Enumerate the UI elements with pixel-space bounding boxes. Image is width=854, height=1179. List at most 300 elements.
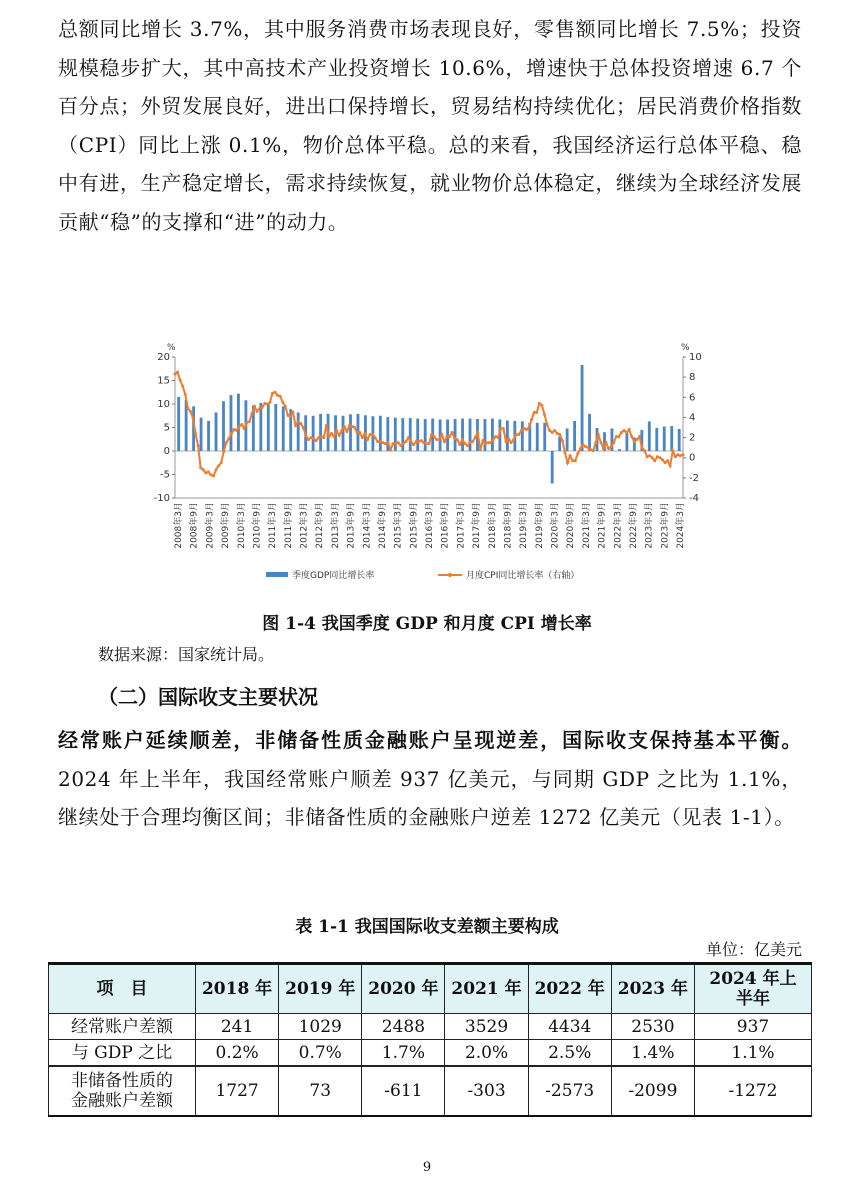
- gdp-bar: [409, 418, 412, 451]
- cpi-point: [499, 427, 502, 430]
- cpi-point: [335, 429, 338, 432]
- left-tick-label: -5: [160, 469, 170, 481]
- gdp-bar: [670, 426, 673, 451]
- gdp-bar: [274, 404, 277, 451]
- cpi-point: [220, 461, 223, 464]
- cpi-point: [640, 446, 643, 449]
- gdp-bar: [618, 449, 621, 451]
- cpi-point: [353, 426, 356, 429]
- cpi-point: [325, 424, 328, 427]
- cpi-point: [489, 441, 492, 444]
- gdp-bar: [312, 416, 315, 451]
- cpi-point: [217, 464, 220, 467]
- row-label: 非储备性质的金融账户差额: [49, 1066, 196, 1116]
- paragraph-2-text: 2024 年上半年，我国经常账户顺差 937 亿美元，与同期 GDP 之比为 1.1%，继续处于合理均衡区间；非储备性质的金融账户逆差 1272 亿美元（见表 1-1）。: [58, 766, 802, 829]
- cpi-point: [250, 412, 253, 415]
- legend-gdp-label: 季度GDP同比增长率: [292, 571, 375, 581]
- x-tick-label: 2024年3月: [676, 502, 686, 549]
- cpi-point: [425, 442, 428, 445]
- cpi-point: [435, 438, 438, 441]
- gdp-bar: [543, 423, 546, 451]
- table-cell: 937: [695, 1014, 812, 1040]
- cpi-point: [286, 414, 289, 417]
- cpi-point: [469, 441, 472, 444]
- gdp-bar: [207, 421, 210, 451]
- cpi-point: [402, 442, 405, 445]
- cpi-point: [648, 454, 651, 457]
- gdp-bar: [625, 433, 628, 451]
- gdp-bar: [588, 414, 591, 451]
- header-2022: 2022 年: [528, 964, 611, 1014]
- cpi-point: [433, 435, 436, 438]
- cpi-point: [474, 436, 477, 439]
- cpi-point: [299, 422, 302, 425]
- cpi-point: [358, 431, 361, 434]
- cpi-point: [243, 427, 246, 430]
- cpi-point: [476, 431, 479, 434]
- table-cell: 3529: [445, 1014, 528, 1040]
- cpi-point: [546, 423, 549, 426]
- cpi-point: [512, 438, 515, 441]
- table-cell: -303: [445, 1066, 528, 1116]
- gdp-bar: [484, 419, 487, 451]
- cpi-point: [430, 433, 433, 436]
- cpi-point: [612, 441, 615, 444]
- cpi-point: [322, 436, 325, 439]
- cpi-point: [484, 442, 487, 445]
- cpi-point: [528, 426, 531, 429]
- table-cell: 2488: [362, 1014, 445, 1040]
- gdp-bar: [648, 421, 651, 451]
- x-tick-label: 2011年9月: [283, 502, 294, 549]
- left-tick-label: 5: [163, 422, 170, 434]
- x-tick-label: 2023年9月: [660, 502, 671, 549]
- table-cell: 241: [196, 1014, 279, 1040]
- cpi-point: [643, 449, 646, 452]
- x-tick-label: 2014年9月: [377, 502, 388, 549]
- gdp-bar: [655, 428, 658, 451]
- cpi-point: [492, 438, 495, 441]
- gdp-bar: [282, 406, 285, 451]
- table-cell: 2.5%: [528, 1040, 611, 1067]
- cpi-point: [417, 440, 420, 443]
- cpi-point: [368, 433, 371, 436]
- cpi-point: [497, 436, 500, 439]
- cpi-point: [343, 425, 346, 428]
- cpi-point: [515, 433, 518, 436]
- cpi-point: [620, 431, 623, 434]
- gdp-bar: [237, 394, 240, 451]
- cpi-point: [422, 441, 425, 444]
- right-tick-label: 8: [689, 372, 696, 384]
- cpi-point: [571, 459, 574, 462]
- cpi-point: [628, 428, 631, 431]
- body-paragraph-1: 总额同比增长 3.7%，其中服务消费市场表现良好，零售额同比增长 7.5%；投资规模稳步扩大，其中高技术产业投资增长 10.6%，增速快于总体投资增速 6.7 个百分点；外贸发展良好，进出口保持增长，贸易结构持续优化；居民消费价格指数（CPI）同比上涨 0.1%，物价总体平稳。总的来看，我国经济运行总体平稳、稳中有进，生产稳定增长，需求持续恢复，就业物价总体稳定，继续为全球经济发展贡献“稳”的支撑和“进”的动力。: [58, 17, 802, 234]
- cpi-point: [330, 432, 333, 435]
- legend-cpi-marker: [448, 573, 452, 577]
- cpi-point: [438, 438, 441, 441]
- cpi-point: [235, 429, 238, 432]
- cpi-point: [189, 410, 192, 413]
- cpi-point: [415, 440, 418, 443]
- cpi-point: [661, 458, 664, 461]
- cpi-point: [340, 429, 343, 432]
- table-cell: -2099: [611, 1066, 694, 1116]
- cpi-point: [240, 423, 243, 426]
- cpi-point: [363, 432, 366, 435]
- cpi-point: [610, 445, 613, 448]
- cpi-point: [209, 473, 212, 476]
- cpi-point: [384, 442, 387, 445]
- gdp-bar: [230, 395, 233, 451]
- cpi-point: [371, 433, 374, 436]
- x-tick-label: 2017年3月: [456, 502, 467, 549]
- cpi-point: [338, 434, 341, 437]
- gdp-bar: [536, 423, 539, 451]
- cpi-point: [348, 424, 351, 427]
- x-tick-label: 2018年9月: [503, 502, 514, 549]
- cpi-point: [238, 425, 241, 428]
- table-cell: 2530: [611, 1014, 694, 1040]
- cpi-point: [274, 391, 277, 394]
- cpi-point: [297, 420, 300, 423]
- cpi-point: [440, 433, 443, 436]
- left-unit-label: %: [167, 343, 176, 353]
- x-tick-label: 2018年3月: [487, 502, 498, 549]
- cpi-point: [253, 405, 256, 408]
- cpi-point: [522, 427, 525, 430]
- cpi-point: [381, 441, 384, 444]
- table-row: [49, 1040, 812, 1067]
- gdp-bar: [521, 421, 524, 451]
- gdp-bar: [394, 418, 397, 451]
- x-tick-label: 2008年3月: [174, 502, 184, 549]
- x-tick-label: 2019年3月: [519, 502, 530, 549]
- cpi-point: [227, 437, 230, 440]
- cpi-point: [268, 401, 271, 404]
- cpi-point: [366, 438, 369, 441]
- cpi-point: [543, 413, 546, 416]
- table-cell: 1727: [196, 1066, 279, 1116]
- cpi-point: [510, 441, 513, 444]
- cpi-point: [540, 404, 543, 407]
- cpi-point: [602, 447, 605, 450]
- cpi-point: [622, 429, 625, 432]
- x-tick-label: 2023年3月: [644, 502, 655, 549]
- cpi-point: [181, 385, 184, 388]
- cpi-point: [671, 449, 674, 452]
- cpi-point: [309, 436, 312, 439]
- cpi-point: [617, 435, 620, 438]
- cpi-point: [443, 440, 446, 443]
- cpi-point: [507, 437, 510, 440]
- cpi-point: [207, 470, 210, 473]
- x-tick-label: 2008年9月: [189, 502, 200, 549]
- gdp-bar: [573, 421, 576, 451]
- cpi-point: [669, 464, 672, 467]
- cpi-point: [420, 439, 423, 442]
- left-tick-label: -10: [153, 493, 170, 504]
- cpi-point: [561, 439, 564, 442]
- table-unit: 单位：亿美元: [705, 940, 802, 959]
- table-cell: -1272: [695, 1066, 812, 1116]
- cpi-point: [394, 442, 397, 445]
- cpi-point: [538, 402, 541, 405]
- balance-of-payments-table: [48, 962, 812, 1117]
- header-2018: 2018 年: [196, 964, 279, 1014]
- table-cell: -611: [362, 1066, 445, 1116]
- cpi-point: [281, 401, 284, 404]
- cpi-point: [658, 456, 661, 459]
- table-cell: 0.2%: [196, 1040, 279, 1067]
- cpi-point: [666, 459, 669, 462]
- gdp-bar: [551, 451, 554, 483]
- cpi-point: [584, 445, 587, 448]
- table-cell: 4434: [528, 1014, 611, 1040]
- gdp-bar: [581, 365, 584, 451]
- header-2024h1: 2024 年上半年: [695, 964, 812, 1014]
- cpi-point: [682, 453, 685, 456]
- gdp-bar: [319, 414, 322, 451]
- cpi-point: [410, 440, 413, 443]
- cpi-line: [175, 372, 683, 476]
- cpi-point: [191, 416, 194, 419]
- section-heading: （二）国际收支主要状况: [98, 685, 318, 709]
- cpi-point: [463, 442, 466, 445]
- cpi-point: [233, 428, 236, 431]
- cpi-point: [179, 379, 182, 382]
- x-tick-label: 2012年3月: [299, 502, 310, 549]
- cpi-point: [566, 461, 569, 464]
- cpi-point: [317, 436, 320, 439]
- cpi-point: [625, 431, 628, 434]
- gdp-bar: [349, 414, 352, 451]
- cpi-point: [453, 437, 456, 440]
- cpi-point: [333, 435, 336, 438]
- cpi-point: [399, 444, 402, 447]
- cpi-point: [605, 441, 608, 444]
- x-tick-label: 2022年9月: [628, 502, 639, 549]
- x-tick-label: 2013年9月: [346, 502, 357, 549]
- table-cell: 1.1%: [695, 1040, 812, 1067]
- cpi-point: [176, 371, 179, 374]
- cpi-point: [412, 443, 415, 446]
- cpi-point: [633, 440, 636, 443]
- gdp-bar: [342, 416, 345, 451]
- x-tick-label: 2020年3月: [550, 502, 561, 549]
- table-cell: 1.7%: [362, 1040, 445, 1067]
- gdp-bar: [200, 418, 203, 451]
- cpi-point: [646, 455, 649, 458]
- table-cell: 2.0%: [445, 1040, 528, 1067]
- cpi-point: [461, 438, 464, 441]
- right-unit-label: %: [681, 343, 690, 353]
- table-title: 表 1-1 我国国际收支差额主要构成: [295, 917, 559, 937]
- left-tick-label: 20: [157, 352, 170, 363]
- cpi-point: [594, 441, 597, 444]
- x-tick-label: 2014年3月: [362, 502, 373, 549]
- cpi-point: [458, 443, 461, 446]
- cpi-point: [517, 433, 520, 436]
- cpi-point: [548, 429, 551, 432]
- cpi-point: [279, 395, 282, 398]
- cpi-point: [520, 429, 523, 432]
- table-header-row: [49, 964, 812, 1014]
- cpi-point: [199, 466, 202, 469]
- x-tick-label: 2022年3月: [613, 502, 624, 549]
- header-2021: 2021 年: [445, 964, 528, 1014]
- figure-source: 数据来源：国家统计局。: [98, 645, 275, 664]
- cpi-point: [386, 441, 389, 444]
- x-tick-label: 2020年9月: [566, 502, 577, 549]
- cpi-point: [222, 450, 225, 453]
- page-number: 9: [422, 1160, 432, 1175]
- cpi-point: [256, 410, 259, 413]
- cpi-point: [245, 421, 248, 424]
- legend-cpi-label: 月度CPI同比增长率（右轴）: [466, 571, 580, 581]
- gdp-bar: [461, 419, 464, 451]
- x-tick-label: 2011年3月: [268, 502, 279, 549]
- x-tick-label: 2009年3月: [205, 502, 216, 549]
- cpi-point: [630, 435, 633, 438]
- gdp-bar: [267, 403, 270, 451]
- header-2020: 2020 年: [362, 964, 445, 1014]
- x-tick-label: 2010年9月: [252, 502, 263, 549]
- cpi-point: [397, 441, 400, 444]
- cpi-point: [307, 438, 310, 441]
- right-tick-label: -4: [689, 493, 699, 504]
- cpi-point: [448, 435, 451, 438]
- cpi-point: [374, 436, 377, 439]
- cpi-point: [225, 441, 228, 444]
- cpi-point: [315, 439, 318, 442]
- cpi-point: [389, 448, 392, 451]
- cpi-point: [471, 440, 474, 443]
- cpi-point: [556, 432, 559, 435]
- cpi-point: [194, 432, 197, 435]
- cpi-point: [445, 435, 448, 438]
- cpi-point: [258, 407, 261, 410]
- cpi-point: [494, 435, 497, 438]
- cpi-point: [479, 448, 482, 451]
- cpi-point: [356, 431, 359, 434]
- x-tick-label: 2019年9月: [534, 502, 545, 549]
- cpi-point: [551, 431, 554, 434]
- left-tick-label: 15: [157, 375, 170, 387]
- cpi-point: [451, 431, 454, 434]
- cpi-point: [392, 442, 395, 445]
- cpi-point: [284, 405, 287, 408]
- cpi-point: [674, 455, 677, 458]
- gdp-bar: [416, 419, 419, 451]
- cpi-point: [312, 437, 315, 440]
- gdp-bar: [491, 419, 494, 451]
- cpi-point: [574, 459, 577, 462]
- gdp-bar: [222, 401, 225, 451]
- cpi-point: [379, 440, 382, 443]
- cpi-point: [289, 415, 292, 418]
- cpi-point: [204, 471, 207, 474]
- cpi-point: [535, 411, 538, 414]
- cpi-point: [579, 447, 582, 450]
- cpi-point: [407, 436, 410, 439]
- gdp-cpi-chart: [0, 340, 854, 590]
- cpi-point: [651, 456, 654, 459]
- table-cell: 0.7%: [279, 1040, 362, 1067]
- x-tick-label: 2013年3月: [330, 502, 341, 549]
- cpi-point: [304, 434, 307, 437]
- cpi-point: [589, 448, 592, 451]
- gdp-bar: [566, 428, 569, 451]
- right-tick-label: 0: [689, 452, 696, 464]
- cpi-point: [487, 441, 490, 444]
- gdp-bar: [678, 429, 681, 451]
- cpi-point: [502, 427, 505, 430]
- cpi-point: [615, 435, 618, 438]
- cpi-point: [202, 468, 205, 471]
- cpi-point: [320, 435, 323, 438]
- cpi-point: [558, 433, 561, 436]
- gdp-bar: [663, 427, 666, 451]
- cpi-point: [638, 435, 641, 438]
- right-tick-label: 6: [689, 392, 696, 404]
- x-tick-label: 2009年9月: [221, 502, 232, 549]
- cpi-point: [345, 430, 348, 433]
- row-label: 经常账户差额: [49, 1014, 196, 1040]
- paragraph-2-lead: 经常账户延续顺差，非储备性质金融账户呈现逆差，国际收支保持基本平衡。: [58, 728, 802, 752]
- figure-caption: 图 1-4 我国季度 GDP 和月度 CPI 增长率: [262, 614, 592, 634]
- gdp-bar: [177, 397, 180, 451]
- cpi-point: [212, 474, 215, 477]
- cpi-point: [263, 402, 266, 405]
- header-2019: 2019 年: [279, 964, 362, 1014]
- cpi-point: [271, 392, 274, 395]
- table-cell: 73: [279, 1066, 362, 1116]
- cpi-point: [376, 440, 379, 443]
- cpi-point: [294, 424, 297, 427]
- table-cell: -2573: [528, 1066, 611, 1116]
- cpi-point: [184, 393, 187, 396]
- cpi-point: [599, 441, 602, 444]
- cpi-point: [664, 461, 667, 464]
- cpi-point: [456, 438, 459, 441]
- body-paragraph-2: [58, 721, 802, 837]
- cpi-point: [481, 439, 484, 442]
- cpi-point: [553, 429, 556, 432]
- gdp-bar: [424, 419, 427, 451]
- gdp-bar: [469, 419, 472, 451]
- x-tick-label: 2021年3月: [581, 502, 592, 549]
- cpi-point: [569, 454, 572, 457]
- cpi-point: [261, 406, 264, 409]
- cpi-point: [302, 426, 305, 429]
- cpi-point: [174, 373, 177, 376]
- cpi-point: [530, 418, 533, 421]
- cpi-point: [533, 411, 536, 414]
- cpi-point: [428, 442, 431, 445]
- x-tick-label: 2015年9月: [409, 502, 420, 549]
- cpi-point: [587, 446, 590, 449]
- cpi-point: [466, 444, 469, 447]
- cpi-point: [215, 468, 218, 471]
- cpi-point: [607, 447, 610, 450]
- left-tick-label: 10: [157, 399, 170, 410]
- gdp-bar: [506, 420, 509, 451]
- cpi-point: [597, 433, 600, 436]
- cpi-point: [656, 455, 659, 458]
- cpi-point: [676, 453, 679, 456]
- cpi-point: [504, 440, 507, 443]
